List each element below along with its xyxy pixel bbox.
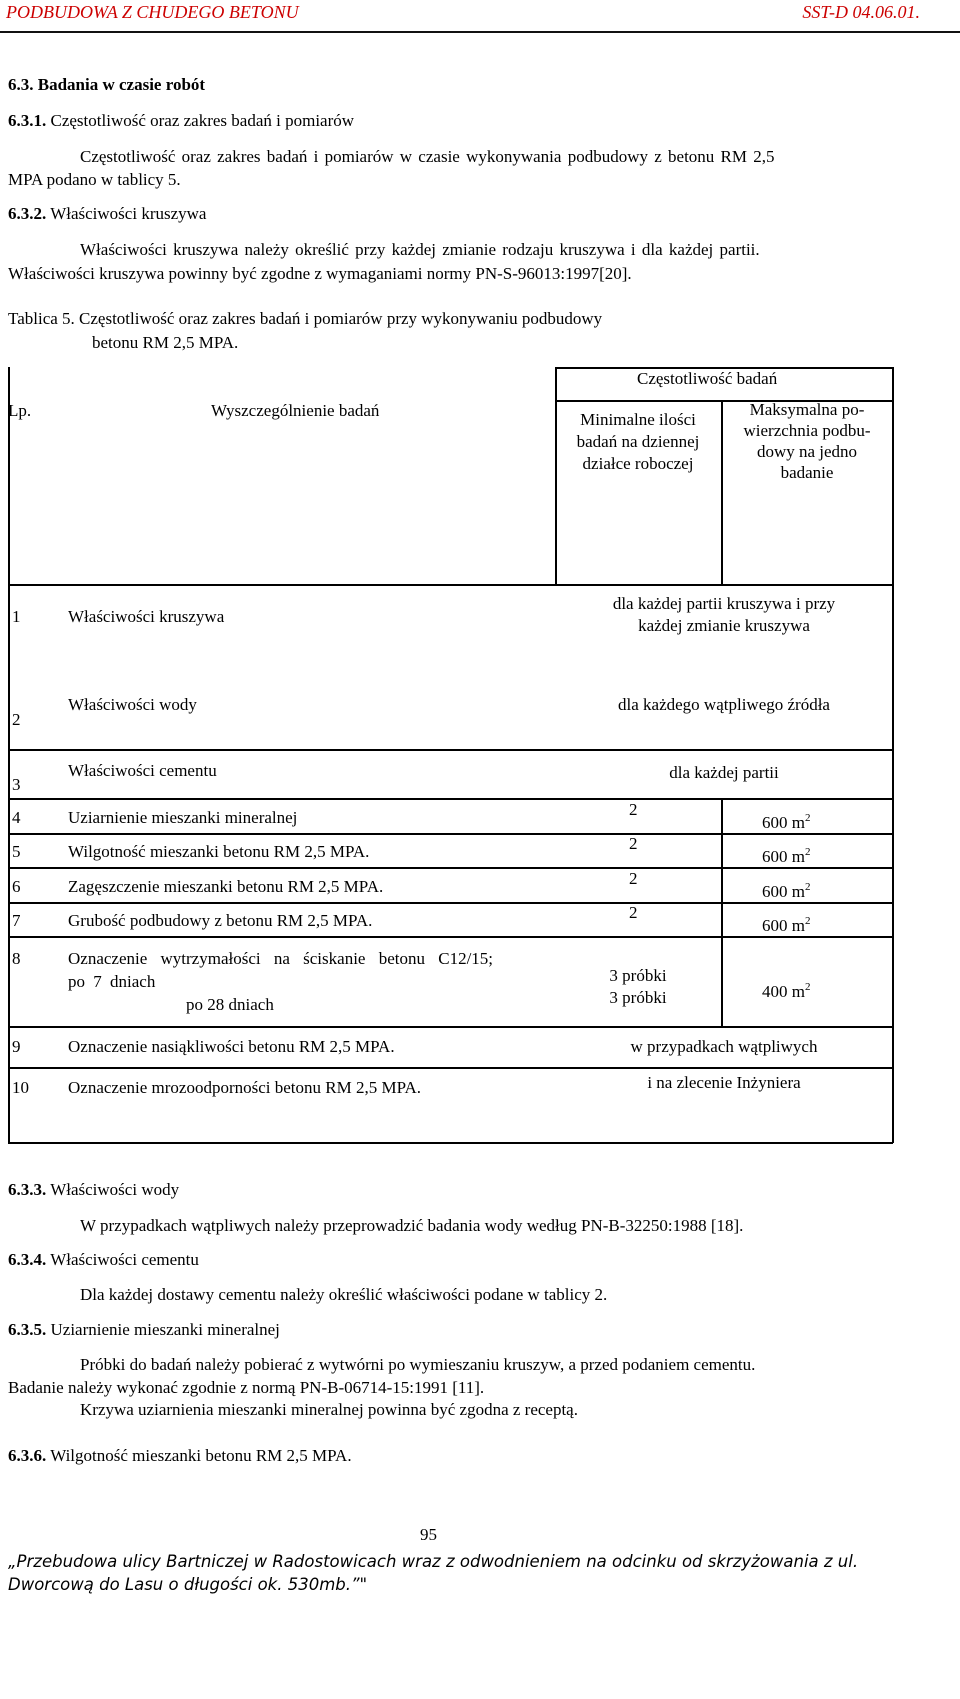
- paragraph-line: Krzywa uziarnienia mieszanki mineralnej powinna być zgodna z receptą.: [80, 1400, 578, 1419]
- section-heading-6-3-4: [8, 1249, 199, 1271]
- section-title: Właściwości wody: [50, 1180, 180, 1199]
- section-heading-6-3-1: [8, 110, 354, 132]
- section-heading-6-3: [8, 74, 205, 96]
- page-number: 95: [420, 1525, 437, 1544]
- row-min: [556, 965, 720, 1009]
- row-max-value: 600 m: [762, 882, 805, 901]
- paragraph-line: Częstotliwość oraz zakres badań i pomiarów w czasie wykonywania podbudowy z betonu RM 2,5: [80, 147, 775, 166]
- section-heading-6-3-2: [8, 203, 206, 225]
- section-title: Częstotliwość oraz zakres badań i pomiarów: [50, 111, 355, 130]
- row-lp: 3: [12, 775, 21, 794]
- row-max: [762, 841, 810, 868]
- header-rule: [0, 31, 960, 33]
- row-max-unit-sup: 2: [804, 812, 811, 824]
- row-lp: 6: [12, 877, 21, 896]
- header-max: [722, 399, 892, 483]
- paragraph-line: Dla każdej dostawy cementu należy określić właściwości podane w tablicy 2.: [80, 1285, 608, 1304]
- paragraph-line: W przypadkach wątpliwych należy przeprowadzić badania wody według PN-B-32250:1988 [18].: [80, 1216, 744, 1235]
- section-number: 6.3.1.: [8, 111, 47, 130]
- header-spec: Wyszczególnienie badań: [211, 401, 380, 420]
- section-number: 6.3.: [8, 75, 34, 94]
- section-number: 6.3.3.: [8, 1180, 47, 1199]
- header-max-line: badanie: [780, 463, 834, 482]
- row-freq: dla każdego wątpliwego źródła: [618, 695, 830, 714]
- row-name: Zagęszczenie mieszanki betonu RM 2,5 MPA.: [68, 877, 384, 896]
- row-name: Oznaczenie nasiąkliwości betonu RM 2,5 MPA.: [68, 1037, 395, 1056]
- row-min-line: 3 próbki: [609, 988, 667, 1007]
- section-heading-6-3-6: [8, 1445, 352, 1467]
- header-min-line: działce roboczej: [582, 454, 694, 473]
- col-divider: [721, 798, 723, 1027]
- row-rule: [8, 936, 893, 938]
- section-title: Uziarnienie mieszanki mineralnej: [50, 1320, 280, 1339]
- row-freq: [556, 593, 892, 637]
- row-max: [762, 910, 810, 937]
- row-max: [762, 807, 810, 834]
- row-min-line: 3 próbki: [609, 966, 667, 985]
- row-max-unit-sup: 2: [804, 915, 811, 927]
- section-number: 6.3.5.: [8, 1320, 47, 1339]
- footer-line: „Przebudowa ulicy Bartniczej w Radostowicach wraz z odwodnieniem na odcinku od skrzyżowania z ul.: [8, 1552, 859, 1571]
- header-max-line: wierzchnia podbu-: [743, 421, 871, 440]
- row-name: Oznaczenie mrozoodporności betonu RM 2,5 MPA.: [68, 1078, 422, 1097]
- header-max-line: dowy na jedno: [756, 442, 858, 461]
- row-min: 2: [629, 800, 638, 819]
- row-min: 2: [629, 869, 638, 888]
- row-rule: [8, 798, 893, 800]
- row-name: Właściwości cementu: [68, 761, 217, 780]
- row-name: Uziarnienie mieszanki mineralnej: [68, 808, 298, 827]
- header-bottom-rule: [8, 584, 893, 586]
- table-caption-continued: betonu RM 2,5 MPA.: [92, 333, 239, 352]
- section-number: 6.3.4.: [8, 1250, 47, 1269]
- header-max-line: Maksymalna po-: [749, 400, 865, 419]
- header-min-line: Minimalne ilości: [580, 410, 696, 429]
- section-heading-6-3-5: [8, 1319, 280, 1341]
- row-min: 2: [629, 903, 638, 922]
- row-freq: w przypadkach wątpliwych: [630, 1037, 818, 1056]
- table-right-border: [892, 367, 894, 1143]
- row-rule: [8, 867, 893, 869]
- header-freq: Częstotliwość badań: [637, 369, 778, 388]
- table-caption: Tablica 5. Częstotliwość oraz zakres badań i pomiarów przy wykonywaniu podbudowy: [8, 309, 603, 328]
- row-max-unit-sup: 2: [804, 981, 811, 993]
- row-freq-line: dla każdej partii kruszywa i przy: [612, 594, 836, 613]
- row-name-sub: po 28 dniach: [186, 995, 274, 1014]
- row-max-value: 600 m: [762, 916, 805, 935]
- paragraph-line: Próbki do badań należy pobierać z wytwórni po wymieszaniu kruszyw, a przed podaniem cementu.: [80, 1355, 756, 1374]
- paragraph-line: Badanie należy wykonać zgodnie z normą PN-B-06714-15:1991 [11].: [8, 1378, 485, 1397]
- row-max: [762, 976, 810, 1003]
- section-title: Właściwości cementu: [50, 1250, 199, 1269]
- row-name: Oznaczenie wytrzymałości na ściskanie betonu C12/15;: [68, 949, 494, 968]
- row-lp: 1: [12, 607, 21, 626]
- page-header: [0, 0, 960, 34]
- row-rule: [8, 833, 893, 835]
- row-max-value: 600 m: [762, 813, 805, 832]
- section-number: 6.3.6.: [8, 1446, 47, 1465]
- row-name-sub: po 7 dniach: [68, 972, 156, 991]
- row-lp: 10: [12, 1078, 29, 1097]
- row-name: Wilgotność mieszanki betonu RM 2,5 MPA.: [68, 842, 370, 861]
- row-max-value: 400 m: [762, 982, 805, 1001]
- row-max-unit-sup: 2: [804, 881, 811, 893]
- footer-line: Dworcową do Lasu o długości ok. 530mb.”": [8, 1575, 368, 1594]
- row-max-unit-sup: 2: [804, 846, 811, 858]
- row-lp: 9: [12, 1037, 21, 1056]
- row-min: 2: [629, 834, 638, 853]
- header-code: SST-D 04.06.01.: [802, 2, 920, 22]
- row-name: Grubość podbudowy z betonu RM 2,5 MPA.: [68, 911, 373, 930]
- row-freq: dla każdej partii: [669, 763, 779, 782]
- section-number: 6.3.2.: [8, 204, 47, 223]
- table-bottom-rule: [8, 1142, 893, 1144]
- row-rule: [8, 749, 893, 751]
- row-lp: 2: [12, 710, 21, 729]
- row-rule: [8, 1026, 893, 1028]
- section-title: Badania w czasie robót: [37, 75, 206, 94]
- table-5: [8, 369, 958, 1235]
- section-heading-6-3-3: [8, 1179, 179, 1201]
- col-divider: [555, 367, 557, 585]
- header-min: [556, 409, 720, 475]
- row-name: Właściwości wody: [68, 695, 197, 714]
- paragraph-line: Właściwości kruszywa powinny być zgodne z wymaganiami normy PN-S-96013:1997[20].: [8, 264, 632, 283]
- row-lp: 8: [12, 949, 21, 968]
- section-title: Właściwości kruszywa: [50, 204, 207, 223]
- row-max: [762, 876, 810, 903]
- paragraph-line: Właściwości kruszywa należy określić przy każdej zmianie rodzaju kruszywa i dla każdej partii.: [80, 240, 760, 259]
- row-freq-line: każdej zmianie kruszywa: [638, 616, 810, 635]
- header-lp: Lp.: [8, 401, 32, 420]
- row-lp: 4: [12, 808, 21, 827]
- paragraph-line: MPA podano w tablicy 5.: [8, 170, 181, 189]
- row-lp: 5: [12, 842, 21, 861]
- table-left-border: [8, 367, 10, 1143]
- row-freq: i na zlecenie Inżyniera: [647, 1073, 801, 1092]
- header-title: PODBUDOWA Z CHUDEGO BETONU: [6, 2, 299, 22]
- row-name: Właściwości kruszywa: [68, 607, 225, 626]
- row-rule: [8, 1067, 893, 1069]
- row-lp: 7: [12, 911, 21, 930]
- header-min-line: badań na dziennej: [576, 432, 700, 451]
- row-rule: [8, 902, 893, 904]
- section-title: Wilgotność mieszanki betonu RM 2,5 MPA.: [50, 1446, 352, 1465]
- row-max-value: 600 m: [762, 847, 805, 866]
